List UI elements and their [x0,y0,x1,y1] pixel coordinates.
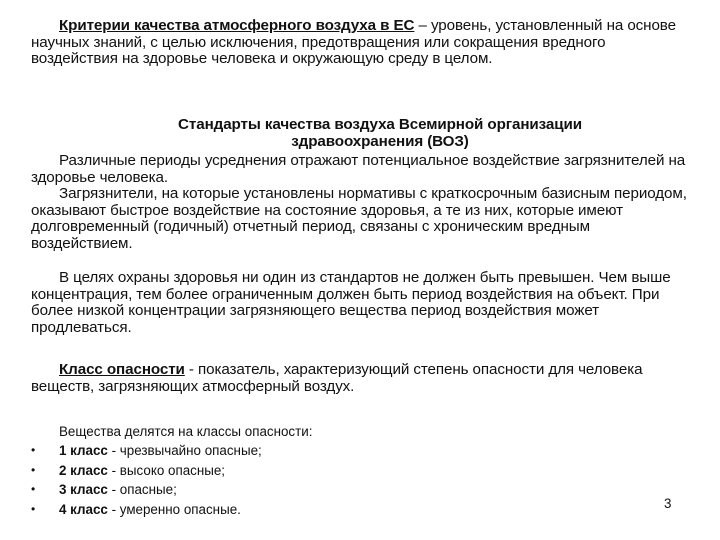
class-name: 4 класс [59,501,108,517]
class-name: 3 класс [59,482,108,498]
class-desc: - высоко опасные; [107,462,226,478]
criteria-paragraph [31,18,695,68]
bullet-icon: • [31,501,36,516]
list-item [31,480,531,499]
hazard-term: Класс опасности [59,361,185,378]
who-paragraph-2: Загрязнители, на которые установлены нормативы с краткосрочным базисным периодом, оказывают быстрое воздействие на состояние здоровья, а те из них, которые имеют долговременный (годичный) отчетный период, связаны с хроническим вредным воздействием. [31,185,687,252]
list-item [31,500,531,519]
who-heading-line2: здравоохранения (ВОЗ) [291,132,469,150]
list-item [31,461,531,480]
page-number: 3 [664,496,672,511]
class-name: 1 класс [59,443,108,459]
bullet-icon: • [31,462,36,477]
who-paragraph-1: Различные периоды усреднения отражают потенциальное воздействие загрязнителей на здоровье человека. [31,152,686,186]
who-heading-line1: Стандарты качества воздуха Всемирной организации [178,116,582,133]
class-desc: - умеренно опасные. [107,501,241,517]
class-name: 2 класс [59,462,108,478]
bullet-icon: • [31,482,36,497]
criteria-definition: – уровень, установленный на основе научных знаний, с целью исключения, предотвращения или сокращения вредного воздействия на здоровье человека и окружающую среду в целом. [31,17,676,68]
hazard-classes-list [31,422,531,519]
who-paragraph-3: В целях охраны здоровья ни один из стандартов не должен быть превышен. Чем выше концентрация, тем более ограниченным должен быть период воздействия на объект. При более низкой концентрации загрязняющего вещества период воздействия может продлеваться. [31,269,671,336]
list-item [31,441,531,460]
class-desc: - опасные; [107,482,177,498]
bullet-icon: • [31,443,36,458]
hazard-definition: - показатель, характеризующий степень опасности для человека веществ, загрязняющих атмосферный воздух. [31,361,643,395]
criteria-term: Критерии качества атмосферного воздуха в ЕС [59,17,415,34]
who-heading [80,117,680,150]
hazard-paragraph [31,362,695,395]
class-desc: - чрезвычайно опасные; [107,443,262,459]
classes-intro: Вещества делятся на классы опасности: [59,424,313,439]
